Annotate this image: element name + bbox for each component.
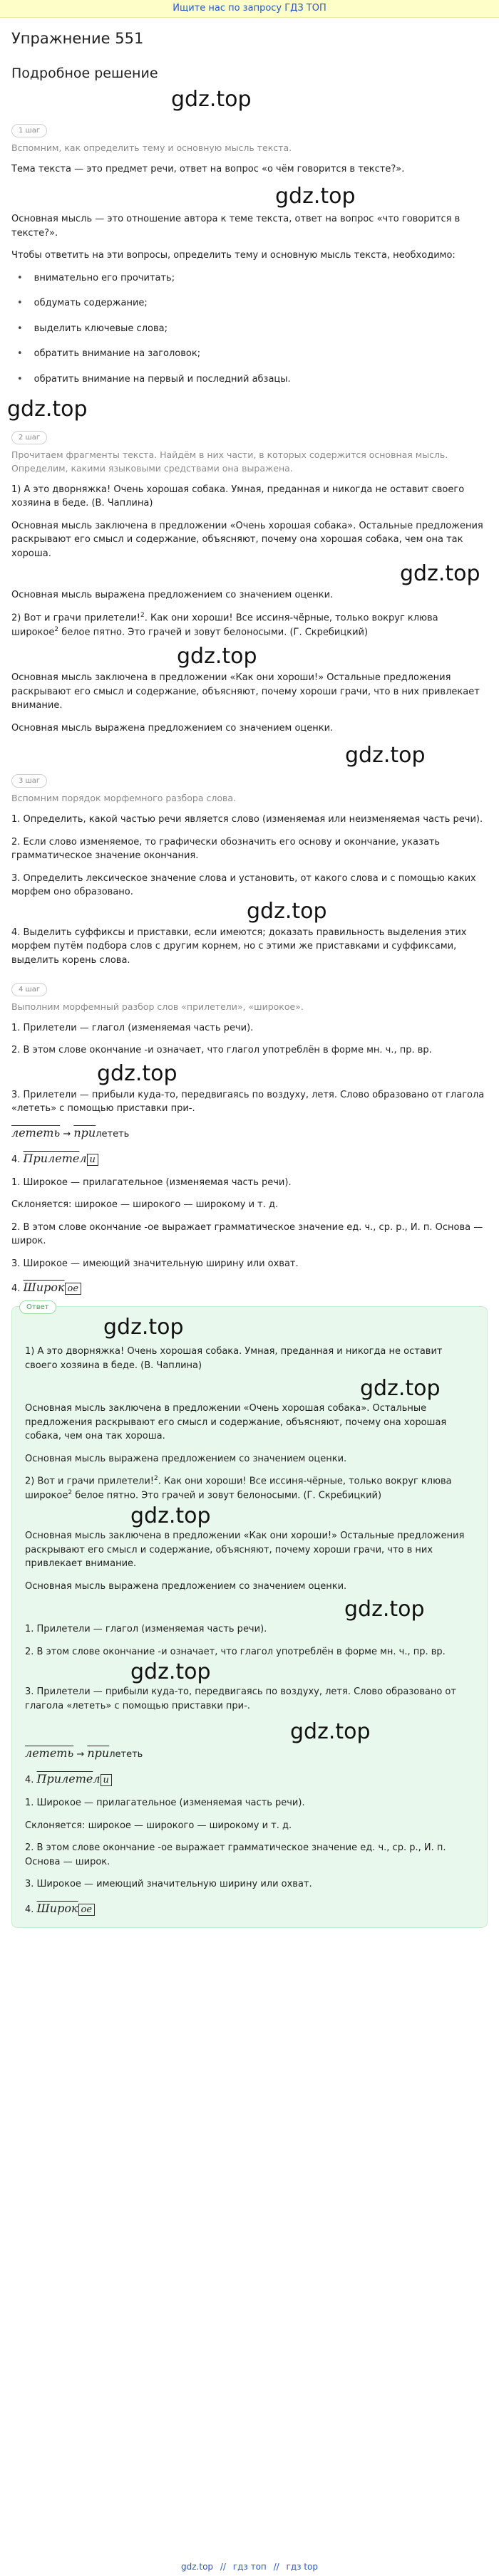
derivation-arrow: → bbox=[73, 1749, 88, 1761]
footnote-mark: 2 bbox=[154, 1475, 158, 1483]
step-3 bbox=[11, 767, 488, 967]
item-number: 4. bbox=[25, 1904, 37, 1915]
step-hint: Вспомним порядок морфемного разбора слова. bbox=[11, 793, 236, 804]
derivation bbox=[11, 1125, 488, 1142]
watermark: gdz.top bbox=[345, 743, 426, 768]
paragraph: 3. Широкое — имеющий значительную ширину или охват. bbox=[25, 1879, 312, 1890]
derivation-word: лететь bbox=[96, 1128, 130, 1140]
paragraph: 4. Выделить суффиксы и приставки, если имеются; доказать правильность выделения этих морфем путём подбора слов с другим корнем, но с этими же приставками и суффиксами, выделить корень слова. bbox=[11, 927, 467, 966]
checklist bbox=[11, 271, 488, 387]
root: Широк bbox=[23, 1281, 65, 1295]
root: Широк bbox=[36, 1901, 78, 1915]
footer bbox=[0, 2560, 499, 2573]
section-title: Подробное решение bbox=[11, 65, 158, 81]
paragraph: 3. Широкое — имеющий значительную ширину или охват. bbox=[11, 1258, 299, 1269]
watermark: gdz.top bbox=[171, 87, 252, 112]
watermark: gdz.top bbox=[247, 898, 327, 924]
ending: ое bbox=[65, 1283, 82, 1295]
paragraph: Склоняется: широкое — широкого — широкому и т. д. bbox=[25, 1820, 292, 1831]
watermark: gdz.top bbox=[177, 644, 257, 669]
step-hint: Выполним морфемный разбор слов «прилетели», «широкое». bbox=[11, 1001, 304, 1013]
paragraph: 1. Определить, какой частью речи является слово (изменяемая или неизменяемая часть речи). bbox=[11, 814, 483, 825]
morpheme-analysis bbox=[11, 1150, 488, 1167]
footer-link[interactable]: gdz.top bbox=[181, 2562, 214, 2572]
prefix: При bbox=[23, 1151, 48, 1165]
paragraph: Основная мысль выражена предложением со значением оценки. bbox=[25, 1453, 347, 1464]
derivation bbox=[25, 1745, 474, 1762]
step-2 bbox=[11, 424, 488, 735]
text-part: 2) Вот и грачи прилетели! bbox=[11, 612, 140, 624]
paragraph: Основная мысль — это отношение автора к теме текста, ответ на вопрос «что говорится в тексте?». bbox=[11, 214, 461, 239]
derivation-prefix: при bbox=[87, 1746, 110, 1761]
watermark: gdz.top bbox=[97, 1060, 178, 1086]
watermark: gdz.top bbox=[103, 1315, 184, 1340]
watermark: gdz.top bbox=[344, 1597, 425, 1622]
watermark: gdz.top bbox=[290, 1719, 371, 1745]
step-badge: 2 шаг bbox=[11, 431, 47, 444]
paragraph: 3. Прилетели — прибыли куда-то, передвигаясь по воздуху, летя. Слово образовано от глагола «лететь» с помощью приставки при-. bbox=[11, 1089, 485, 1115]
step-1 bbox=[11, 117, 488, 386]
ending: и bbox=[101, 1774, 112, 1786]
prefix: При bbox=[36, 1772, 62, 1786]
paragraph: 1. Прилетели — глагол (изменяемая часть речи). bbox=[25, 1624, 267, 1635]
ending: и bbox=[87, 1154, 98, 1166]
paragraph: Основная мысль выражена предложением со значением оценки. bbox=[11, 590, 334, 601]
text-part: . Как они хороши! Все иссиня-чёрные, только вокруг клюва широкое bbox=[11, 612, 438, 637]
morpheme-analysis bbox=[11, 1279, 488, 1296]
item-number: 4. bbox=[11, 1283, 24, 1295]
answer-box bbox=[11, 1303, 488, 1927]
paragraph: 2. Если слово изменяемое, то графически обозначить его основу и окончание, указать грамматическое значение окончания. bbox=[11, 836, 441, 862]
list-item: • обдумать содержание; bbox=[17, 296, 488, 311]
footer-separator: // bbox=[273, 2562, 279, 2572]
page-title: Упражнение 551 bbox=[11, 30, 144, 47]
paragraph: Чтобы ответить на эти вопросы, определить тему и основную мысль текста, необходимо: bbox=[11, 250, 456, 261]
list-item: • обратить внимание на заголовок; bbox=[17, 347, 488, 361]
root: лете bbox=[61, 1772, 93, 1786]
paragraph: Склоняется: широкое — широкого — широкому и т. д. bbox=[11, 1199, 279, 1211]
derivation-arrow: → bbox=[60, 1128, 74, 1140]
text-part: . Как они хороши! Все иссиня-чёрные, только вокруг клюва широкое bbox=[25, 1476, 452, 1501]
footer-separator: // bbox=[220, 2562, 226, 2572]
step-badge: 3 шаг bbox=[11, 774, 47, 788]
item-number: 4. bbox=[25, 1775, 37, 1786]
footer-link[interactable]: гдз топ bbox=[232, 2562, 267, 2572]
paragraph: 1. Широкое — прилагательное (изменяемая часть речи). bbox=[25, 1798, 305, 1809]
top-banner[interactable]: Ищите нас по запросу ГДЗ ТОП bbox=[0, 0, 499, 18]
paragraph: Основная мысль выражена предложением со значением оценки. bbox=[11, 722, 334, 734]
watermark: gdz.top bbox=[130, 1503, 211, 1529]
paragraph: Основная мысль заключена в предложении «Как они хороши!» Остальные предложения раскрывают его смысл и содержание, объясняют, почему хороши грачи, что в них привлекает внимание. bbox=[25, 1531, 465, 1570]
derivation-base: лететь bbox=[11, 1125, 61, 1140]
derivation-word: лететь bbox=[109, 1749, 143, 1761]
paragraph: 3. Прилетели — прибыли куда-то, передвигаясь по воздуху, летя. Слово образовано от глагола «лететь» с помощью приставки при-. bbox=[25, 1686, 456, 1711]
footnote-mark: 2 bbox=[68, 1489, 73, 1497]
paragraph: 1) А это дворняжка! Очень хорошая собака. Умная, преданная и никогда не оставит своего хозяина в беде. (В. Чаплина) bbox=[11, 484, 465, 509]
list-item: • обратить внимание на первый и последний абзацы. bbox=[17, 372, 488, 387]
suffix: л bbox=[79, 1151, 87, 1165]
paragraph: 2. В этом слове окончание -и означает, что глагол употреблён в форме мн. ч., пр. вр. bbox=[11, 1045, 432, 1056]
watermark: gdz.top bbox=[130, 1659, 211, 1685]
text-part: белое пятно. Это грачей и зовут белоносыми. (Г. Скребицкий) bbox=[72, 1490, 382, 1501]
paragraph: 1. Широкое — прилагательное (изменяемая часть речи). bbox=[11, 1177, 292, 1188]
paragraph: 1) А это дворняжка! Очень хорошая собака. Умная, преданная и никогда не оставит своего хозяина в беде. (В. Чаплина) bbox=[25, 1346, 443, 1371]
text-part: 2) Вот и грачи прилетели! bbox=[25, 1476, 154, 1487]
answer-badge: Ответ bbox=[19, 1300, 56, 1314]
watermark: gdz.top bbox=[400, 561, 480, 587]
watermark: gdz.top bbox=[7, 397, 88, 422]
paragraph bbox=[11, 611, 488, 640]
suffix: л bbox=[93, 1772, 101, 1786]
footnote-mark: 2 bbox=[54, 625, 59, 633]
step-4 bbox=[11, 976, 488, 1296]
paragraph: Основная мысль заключена в предложении «Очень хорошая собака». Остальные предложения раскрывают его смысл и содержание, объясняют, почему она хорошая собака, чем она так хороша. bbox=[25, 1403, 447, 1442]
derivation-prefix: при bbox=[73, 1125, 96, 1140]
text-part: белое пятно. Это грачей и зовут белоносыми. (Г. Скребицкий) bbox=[58, 626, 369, 637]
footer-link[interactable]: гдз top bbox=[286, 2562, 318, 2572]
step-hint: Вспомним, как определить тему и основную мысль текста. bbox=[11, 142, 292, 153]
morpheme-analysis bbox=[25, 1771, 474, 1788]
ending: ое bbox=[78, 1904, 96, 1916]
paragraph: Основная мысль выражена предложением со значением оценки. bbox=[25, 1580, 347, 1592]
item-number: 4. bbox=[11, 1154, 24, 1165]
paragraph: 1. Прилетели — глагол (изменяемая часть речи). bbox=[11, 1022, 254, 1033]
paragraph: 3. Определить лексическое значение слова и установить, от какого слова и с помощью каких морфем оно образовано. bbox=[11, 872, 476, 898]
step-badge: 4 шаг bbox=[11, 983, 47, 996]
watermark: gdz.top bbox=[275, 184, 356, 209]
paragraph: 2. В этом слове окончание -ое выражает грамматическое значение ед. ч., ср. р., И. п. Основа — широк. bbox=[25, 1842, 446, 1867]
paragraph: 2. В этом слове окончание -ое выражает грамматическое значение ед. ч., ср. р., И. п. Основа — широк. bbox=[11, 1221, 483, 1247]
step-badge: 1 шаг bbox=[11, 124, 47, 137]
list-item: • внимательно его прочитать; bbox=[17, 271, 488, 286]
step-hint: Прочитаем фрагменты текста. Найдём в них части, в которых содержится основная мысль. Определим, какими языковыми средствами она выражена. bbox=[11, 449, 448, 474]
watermark: gdz.top bbox=[360, 1376, 441, 1402]
paragraph: Тема текста — это предмет речи, ответ на вопрос «о чём говорится в тексте?». bbox=[11, 163, 405, 174]
derivation-base: лететь bbox=[25, 1746, 74, 1761]
paragraph: Основная мысль заключена в предложении «Как они хороши!» Остальные предложения раскрывают его смысл и содержание, объясняют, почему хороши грачи, что в них привлекает внимание. bbox=[11, 672, 480, 711]
paragraph: Основная мысль заключена в предложении «Очень хорошая собака». Остальные предложения раскрывают его смысл и содержание, объясняют, почему она хорошая собака, чем она так хороша. bbox=[11, 520, 483, 559]
paragraph: 2. В этом слове окончание -и означает, что глагол употреблён в форме мн. ч., пр. вр. bbox=[25, 1646, 446, 1657]
root: лете bbox=[48, 1151, 80, 1165]
morpheme-analysis bbox=[25, 1900, 474, 1917]
footnote-mark: 2 bbox=[140, 611, 145, 619]
paragraph bbox=[25, 1474, 474, 1503]
content bbox=[0, 28, 499, 1928]
list-item: • выделить ключевые слова; bbox=[17, 322, 488, 336]
